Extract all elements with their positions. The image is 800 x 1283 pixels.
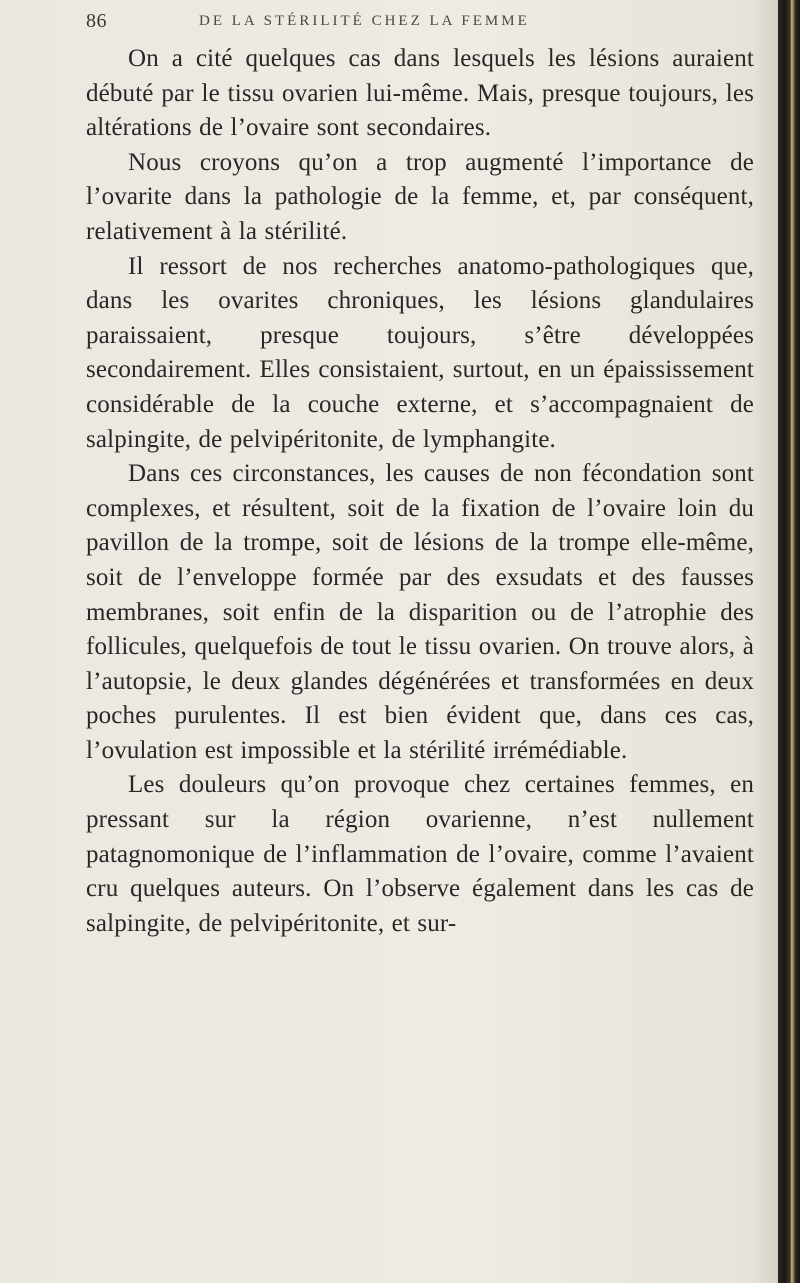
paragraph-1: On a cité quelques cas dans lesquels les lésions auraient débuté par le tissu ovarien lui-même. Mais, presque toujours, les altérations de l’ovaire sont secondaires.	[86, 45, 754, 142]
running-title: DE LA STÉRILITÉ CHEZ LA FEMME	[199, 12, 530, 29]
paragraph-2: Nous croyons qu’on a trop augmenté l’importance de l’ovarite dans la pathologie de la femme, et, par conséquent, relativement à la stérilité.	[86, 148, 754, 245]
paragraph-5: Les douleurs qu’on provoque chez certaines femmes, en pressant sur la région ovarienne, n’est nullement patagnomonique de l’inflammation de l’ovaire, comme l’avaient cru quelques auteurs. On l’observe également dans les cas de salpingite, de pelvipéritonite, et sur-	[86, 771, 754, 937]
paragraph-3: Il ressort de nos recherches anatomo-pathologiques que, dans les ovarites chroniques, les lésions glandulaires paraissaient, presque toujours, s’être développées secondairement. Elles consistaient, surtout, en un épaississement considérable de la couche externe, et s’accompagnaient de salpingite, de pelvipéritonite, de lymphangite.	[86, 252, 754, 453]
body-text	[86, 42, 754, 941]
book-binding-edge	[778, 0, 800, 1283]
paragraph-4: Dans ces circonstances, les causes de non fécondation sont complexes, et résultent, soit de la fixation de l’ovaire loin du pavillon de la trompe, soit de lésions de la trompe elle-même, soit de l’enveloppe formée par des exsudats et des fausses membranes, soit enfin de la disparition ou de l’atrophie des follicules, quelquefois de tout le tissu ovarien. On trouve alors, à l’autopsie, le deux glandes dégénérées et transformées en deux poches purulentes. Il est bien évident que, dans ces cas, l’ovulation est impossible et la stérilité irrémédiable.	[86, 460, 754, 764]
page-number: 86	[86, 9, 107, 32]
running-head	[86, 4, 766, 38]
